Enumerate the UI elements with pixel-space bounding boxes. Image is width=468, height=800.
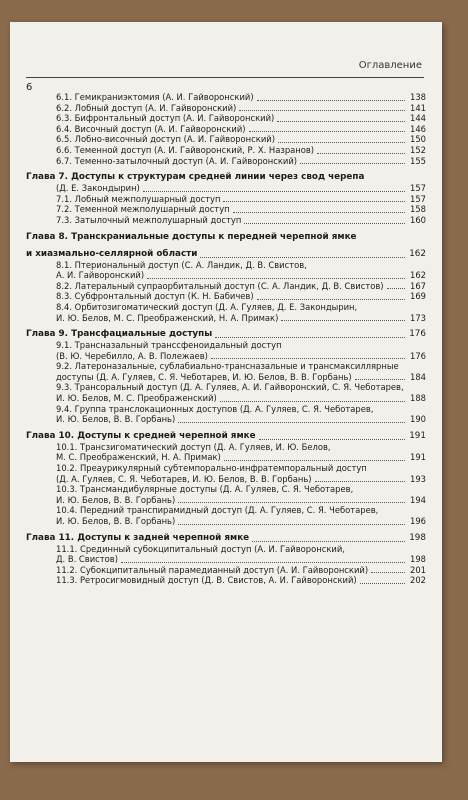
toc-entry-text: 7.3. Затылочный межполушарный доступ — [56, 214, 242, 225]
header-rule — [26, 77, 424, 78]
toc-page-number: 146 — [410, 123, 426, 134]
toc-chapter-entry — [26, 172, 426, 183]
toc-section-entry — [26, 544, 426, 555]
toc-entry-text: 10.2. Преаурикулярный субтемпорально-инфратемпоральный доступ — [56, 463, 367, 474]
toc-entry-text: М. С. Преображенский, Н. А. Примак) — [56, 452, 221, 463]
dot-leader — [300, 162, 405, 164]
toc-section-entry — [26, 474, 426, 485]
toc-page-number: 152 — [410, 144, 426, 155]
page-number: 6 — [26, 82, 33, 93]
toc-section-entry — [26, 414, 426, 425]
toc-section-entry — [26, 103, 426, 114]
toc-section-entry — [26, 495, 426, 506]
dot-leader — [257, 99, 405, 101]
toc-entry-text: 9.1. Трансназальный транссфеноидальный доступ — [56, 340, 282, 351]
toc-section-entry — [26, 260, 426, 271]
toc-page-number: 176 — [409, 329, 426, 340]
toc-page-number: 157 — [410, 183, 426, 194]
dot-leader — [360, 582, 405, 584]
toc-page-number: 155 — [410, 155, 426, 166]
toc-entry-text: 8.2. Латеральный супраорбитальный доступ (С. А. Ландик, Д. В. Свистов) — [56, 280, 384, 291]
toc-entry-text: 7.1. Лобный межполушарный доступ — [56, 193, 221, 204]
toc-page-number: 193 — [410, 473, 426, 484]
toc-section-entry — [26, 505, 426, 516]
toc-entry-text: И. Ю. Белов, В. В. Горбань) — [56, 516, 176, 526]
toc-section-entry — [26, 452, 426, 463]
toc-page-number: 150 — [410, 134, 426, 145]
toc-page-number: 176 — [410, 350, 426, 361]
toc-entry-text: 10.1. Трансзигоматический доступ (Д. А. Гуляев, И. Ю. Белов, — [56, 441, 331, 452]
toc-entry-text: и хиазмально-селлярной области — [26, 248, 198, 259]
dot-leader — [233, 211, 405, 213]
toc-section-entry — [26, 372, 426, 383]
toc-section-entry — [26, 134, 426, 145]
toc-section-entry — [26, 145, 426, 156]
toc-section-entry — [26, 484, 426, 495]
dot-leader — [211, 357, 405, 359]
dot-leader — [220, 400, 405, 402]
dot-leader — [277, 120, 405, 122]
toc-page-number: 158 — [410, 204, 426, 215]
toc-section-entry — [26, 404, 426, 415]
toc-entry-text: 8.3. Субфронтальный доступ (К. Н. Бабичев) — [56, 291, 254, 302]
toc-section-entry — [26, 516, 426, 527]
toc-chapter-entry — [26, 249, 426, 260]
toc-entry-text: 11.1. Срединный субокципитальный доступ (А. И. Гайворонский, — [56, 543, 345, 554]
toc-page-number: 144 — [410, 113, 426, 124]
toc-section-entry — [26, 204, 426, 215]
toc-page-number: 162 — [410, 270, 426, 281]
dot-leader — [281, 319, 405, 321]
toc-entry-text: И. Ю. Белов, М. С. Преображенский) — [56, 393, 217, 404]
toc-chapter-entry — [26, 329, 426, 340]
dot-leader — [147, 277, 405, 279]
toc-section-entry — [26, 156, 426, 167]
toc-section-entry — [26, 194, 426, 205]
toc-section-entry — [26, 92, 426, 103]
toc-section-entry — [26, 575, 426, 586]
toc-section-entry — [26, 124, 426, 135]
toc-page-number: 202 — [410, 575, 426, 586]
dot-leader — [178, 421, 405, 423]
toc-entry-text: Глава 9. Трансфациальные доступы — [26, 329, 213, 340]
toc-entry-text: (Д. А. Гуляев, С. Я. Чеботарев, И. Ю. Белов, В. В. Горбань) — [56, 473, 312, 484]
toc-entry-text: 11.2. Субокципитальный парамедианный доступ (А. И. Гайворонский) — [56, 564, 369, 575]
dot-leader — [317, 152, 405, 154]
book-page — [10, 22, 442, 762]
dot-leader — [200, 256, 405, 258]
toc-section-entry — [26, 565, 426, 576]
toc-page-number: 198 — [410, 554, 426, 565]
dot-leader — [239, 109, 405, 111]
toc-section-entry — [26, 361, 426, 372]
toc-page-number: 162 — [409, 248, 426, 259]
toc-entry-text: 6.1. Гемикраниэктомия (А. И. Гайворонский) — [56, 92, 254, 102]
table-of-contents — [26, 92, 426, 586]
dot-leader — [223, 200, 405, 202]
toc-entry-text: 6.4. Височный доступ (А. И. Гайворонский) — [56, 123, 246, 134]
toc-entry-text: 6.3. Бифронтальный доступ (А. И. Гайворонский) — [56, 113, 275, 124]
toc-entry-text: 8.1. Птериональный доступ (С. А. Ландик, Д. В. Свистов, — [56, 259, 307, 270]
toc-entry-text: 10.3. Трансмандибулярные доступы (Д. А. Гуляев, С. Я. Чеботарев, — [56, 484, 354, 495]
dot-leader — [143, 190, 405, 192]
toc-entry-text: 9.4. Группа транслокационных доступов (Д. А. Гуляев, С. Я. Чеботарев, — [56, 403, 374, 414]
toc-page-number: 141 — [410, 102, 426, 113]
toc-section-entry — [26, 183, 426, 194]
dot-leader — [224, 459, 405, 461]
dot-leader — [178, 523, 405, 525]
toc-page-number: 173 — [410, 312, 426, 323]
toc-entry-text: 11.3. Ретросигмовидный доступ (Д. В. Свистов, А. И. Гайворонский) — [56, 575, 357, 586]
toc-section-entry — [26, 215, 426, 226]
toc-entry-text: Глава 7. Доступы к структурам средней линии через свод черепа — [26, 172, 365, 183]
toc-page-number: 169 — [410, 291, 426, 302]
toc-page-number: 191 — [410, 452, 426, 463]
toc-entry-text: Д. В. Свистов) — [56, 554, 118, 565]
toc-entry-text: 9.2. Латероназальные, сублабиально-трансназальные и трансмаксиллярные — [56, 361, 399, 372]
toc-chapter-entry — [26, 431, 426, 442]
dot-leader — [252, 540, 405, 542]
toc-entry-text: Глава 8. Транскраниальные доступы к передней черепной ямке — [26, 231, 357, 242]
toc-chapter-entry — [26, 232, 426, 243]
dot-leader — [315, 480, 405, 482]
dot-leader — [257, 298, 405, 300]
toc-section-entry — [26, 393, 426, 404]
toc-section-entry — [26, 463, 426, 474]
dot-leader — [278, 141, 405, 143]
toc-entry-text: 10.4. Передний транспирамидный доступ (Д. А. Гуляев, С. Я. Чеботарев, — [56, 505, 379, 516]
toc-entry-text: Глава 10. Доступы к средней черепной ямке — [26, 430, 256, 441]
dot-leader — [178, 501, 405, 503]
toc-entry-text: 8.4. Орбитозигоматический доступ (Д. А. Гуляев, Д. Е. Закондырин, — [56, 301, 358, 312]
dot-leader — [215, 336, 405, 338]
toc-page-number: 196 — [410, 516, 426, 526]
toc-entry-text: И. Ю. Белов, В. В. Горбань) — [56, 414, 176, 425]
toc-entry-text: (Д. Е. Закондырин) — [56, 183, 140, 194]
toc-page-number: 201 — [410, 564, 426, 575]
toc-section-entry — [26, 291, 426, 302]
toc-entry-text: Глава 11. Доступы к задней черепной ямке — [26, 532, 250, 543]
toc-entry-text: (В. Ю. Черебилло, А. В. Полежаев) — [56, 350, 208, 361]
toc-entry-text: 6.5. Лобно-височный доступ (А. И. Гайворонский) — [56, 134, 275, 145]
toc-page-number: 167 — [410, 280, 426, 291]
dot-leader — [249, 130, 405, 132]
toc-section-entry — [26, 351, 426, 362]
running-header: Оглавление — [358, 60, 422, 71]
toc-section-entry — [26, 281, 426, 292]
toc-section-entry — [26, 313, 426, 324]
toc-entry-text: А. И. Гайворонский) — [56, 270, 145, 281]
dot-leader — [259, 438, 405, 440]
toc-entry-text: 9.3. Трансоральный доступ (Д. А. Гуляев, А. И. Гайворонский, С. Я. Чеботарев, — [56, 382, 404, 393]
dot-leader — [244, 222, 405, 224]
toc-section-entry — [26, 554, 426, 565]
toc-page-number: 194 — [410, 494, 426, 505]
toc-entry-text: 6.6. Теменной доступ (А. И. Гайворонский, Р. Х. Назранов) — [56, 144, 315, 155]
toc-section-entry — [26, 113, 426, 124]
toc-page-number: 188 — [410, 393, 426, 404]
toc-section-entry — [26, 340, 426, 351]
toc-section-entry — [26, 270, 426, 281]
toc-page-number: 191 — [409, 430, 426, 441]
toc-entry-text: доступы (Д. А. Гуляев, С. Я. Чеботарев, И. Ю. Белов, В. В. Горбань) — [56, 371, 352, 382]
dot-leader — [371, 571, 405, 573]
toc-section-entry — [26, 302, 426, 313]
toc-entry-text: 6.2. Лобный доступ (А. И. Гайворонский) — [56, 102, 237, 113]
toc-entry-text: 7.2. Теменной межполушарный доступ — [56, 204, 230, 215]
toc-chapter-entry — [26, 533, 426, 544]
toc-section-entry — [26, 382, 426, 393]
toc-entry-text: 6.7. Теменно-затылочный доступ (А. И. Гайворонский) — [56, 155, 298, 166]
toc-page-number: 198 — [409, 532, 426, 543]
toc-page-number: 160 — [410, 214, 426, 225]
toc-page-number: 138 — [410, 92, 426, 102]
dot-leader — [387, 287, 405, 289]
toc-page-number: 157 — [410, 193, 426, 204]
toc-section-entry — [26, 442, 426, 453]
dot-leader — [121, 561, 405, 563]
toc-page-number: 184 — [410, 371, 426, 382]
toc-page-number: 190 — [410, 414, 426, 425]
toc-entry-text: И. Ю. Белов, В. В. Горбань) — [56, 494, 176, 505]
toc-entry-text: И. Ю. Белов, М. С. Преображенский, Н. А. Примак) — [56, 312, 279, 323]
dot-leader — [355, 378, 405, 380]
